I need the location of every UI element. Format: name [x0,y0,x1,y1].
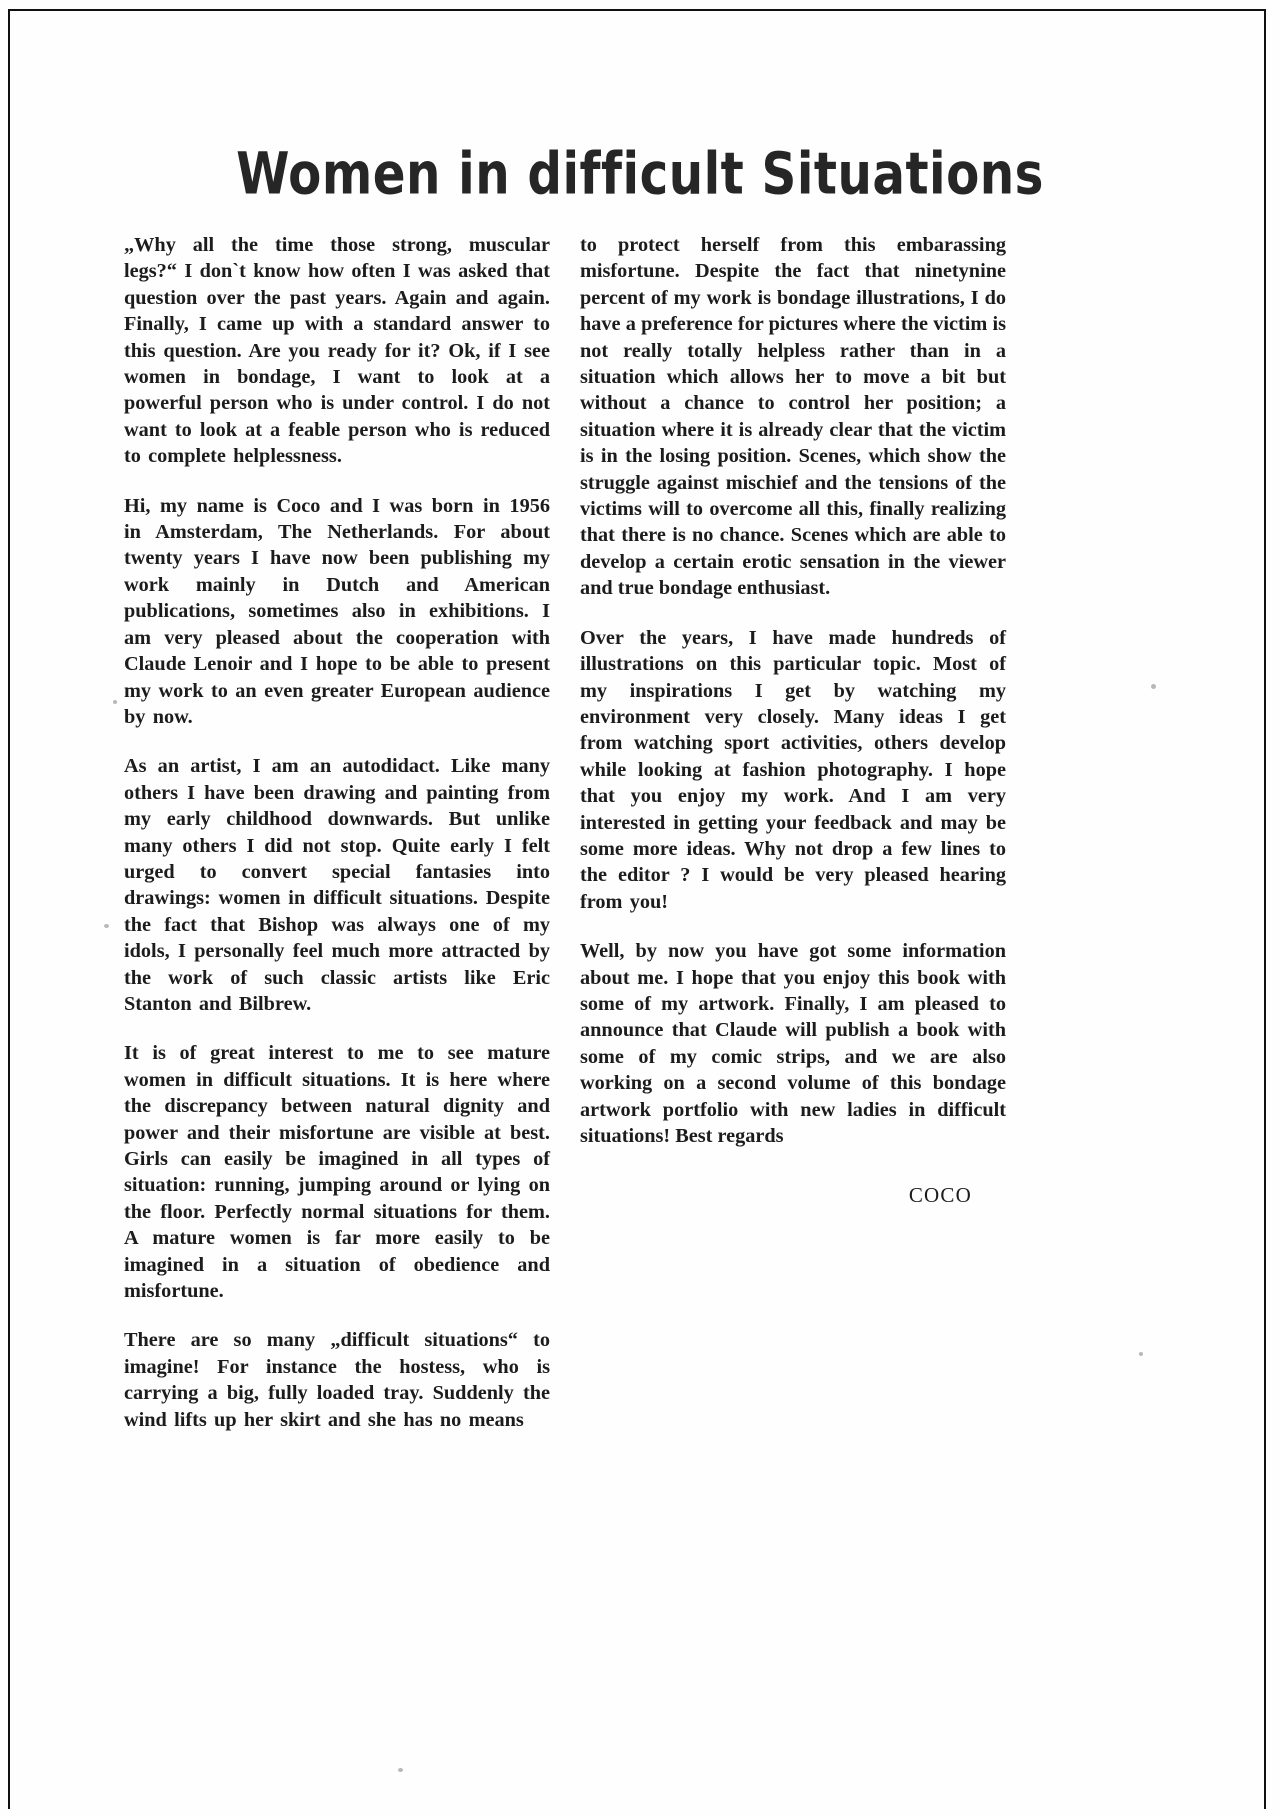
page-border-top [8,9,1266,11]
page-border-right [1264,9,1266,1809]
text-column-right [580,232,1006,1208]
author-signature: COCO [908,1183,972,1208]
scan-speck [1139,1352,1143,1356]
paragraph: Well, by now you have got some information about me. I hope that you enjoy this book with some of my artwork. Finally, I am pleased to announce that Claude will publish a book with some of my comic strips, and we are also working on a second volume of this bondage artwork portfolio with new ladies in difficult situations! Best regards [580,940,1006,1147]
paragraph: to protect herself from this embarassing misfortune. Despite the fact that ninetynine percent of my work is bondage illustrations, I do have a preference for pictures where the victim is not really totally helpless rather than in a situation which allows her to move a bit but without a chance to control her position; a situation where it is already clear that the victim is in the losing position. Scenes, which show the struggle against mischief and the tensions of the victims will to overcome all this, finally realizing that there is no chance. Scenes which are able to develop a certain erotic sensation in the viewer and true bondage enthusiast. [580,234,1006,600]
text-column-left [124,232,550,1433]
scan-speck [104,924,109,928]
page-title: Women in difficult Situations [236,140,1044,209]
article-body [124,232,1016,1492]
paragraph: „Why all the time those strong, muscular legs?“ I don`t know how often I was asked that question over the past years. Again and again. Finally, I came up with a standard answer to this question. Are you ready for it? Ok, if I see women in bondage, I want to look at a powerful person who is under control. I do not want to look at a feable person who is reduced to complete helplessness. [124,234,550,468]
paragraph: Hi, my name is Coco and I was born in 1956 in Amsterdam, The Netherlands. For about twenty years I have now been publishing my work mainly in Dutch and American publications, sometimes also in exhibitions. I am very pleased about the cooperation with Claude Lenoir and I hope to be able to present my work to an even greater European audience by now. [124,494,550,728]
page-border-left [8,9,10,1809]
paragraph: It is of great interest to me to see mature women in difficult situations. It is here where the discrepancy between natural dignity and power and their misfortune are visible at best. Girls can easily be imagined in all types of situation: running, jumping around or lying on the floor. Perfectly normal situations for them. A mature women is far more easily to be imagined in a situation of obedience and misfortune. [124,1042,550,1303]
scan-speck [1151,684,1156,689]
scan-speck [113,700,117,704]
paragraph: There are so many „difficult situations“ to imagine! For instance the hostess, who is carrying a big, fully loaded tray. Suddenly the wind lifts up her skirt and she has no means [124,1329,550,1431]
paragraph: As an artist, I am an autodidact. Like many others I have been drawing and painting from my early childhood downwards. But unlike many others I did not stop. Quite early I felt urged to convert special fantasies into drawings: women in difficult situations. Despite the fact that Bishop was always one of my idols, I personally feel much more attracted by the work of such classic artists like Eric Stanton and Bilbrew. [124,755,550,1015]
scan-speck [398,1768,403,1772]
paragraph: Over the years, I have made hundreds of illustrations on this particular topic. Most of my inspirations I get by watching my environment very closely. Many ideas I get from watching sport activities, others develop while looking at fashion photography. I hope that you enjoy my work. And I am very interested in getting your feedback and may be some more ideas. Why not drop a few lines to the editor ? I would be very pleased hearing from you! [580,626,1006,913]
